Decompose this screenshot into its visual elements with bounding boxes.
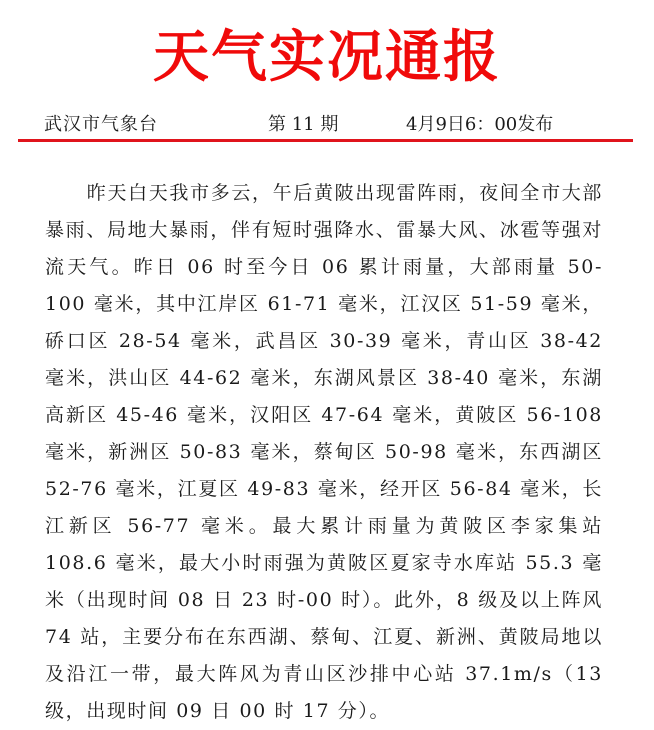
- issuing-organization: 武汉市气象台: [44, 114, 158, 135]
- bulletin-body-paragraph: 昨天白天我市多云，午后黄陂出现雷阵雨，夜间全市大部暴雨、局地大暴雨，伴有短时强降水、雷暴大风、冰雹等强对流天气。昨日 06 时至今日 06 累计雨量，大部雨量 50-100 毫米，其中江岸区 61-71 毫米，江汉区 51-59 毫米，硚口区 28-54 毫米，武昌区 30-39 毫米，青山区 38-42 毫米，洪山区 44-62 毫米，东湖风景区 38-40 毫米，东湖高新区 45-46 毫米，汉阳区 47-64 毫米，黄陂区 56-108 毫米，新洲区 50-83 毫米，蔡甸区 50-98 毫米，东西湖区 52-76 毫米，江夏区 49-83 毫米，经开区 56-84 毫米，长江新区 56-77 毫米。最大累计雨量为黄陂区李家集站 108.6 毫米，最大小时雨强为黄陂区夏家寺水库站 55.3 毫米（出现时间 08 日 23 时-00 时）。此外，8 级及以上阵风 74 站，主要分布在东西湖、蔡甸、江夏、新洲、黄陂局地以及沿江一带，最大阵风为青山区沙排中心站 37.1m/s（13 级，出现时间 09 日 00 时 17 分）。: [45, 182, 603, 722]
- issue-number: 第 11 期: [268, 114, 339, 135]
- publish-time: 4月9日6：00发布: [406, 114, 554, 135]
- bulletin-title: 天气实况通报: [153, 24, 501, 90]
- header-divider: [18, 139, 633, 142]
- bulletin-meta-row: [0, 112, 654, 138]
